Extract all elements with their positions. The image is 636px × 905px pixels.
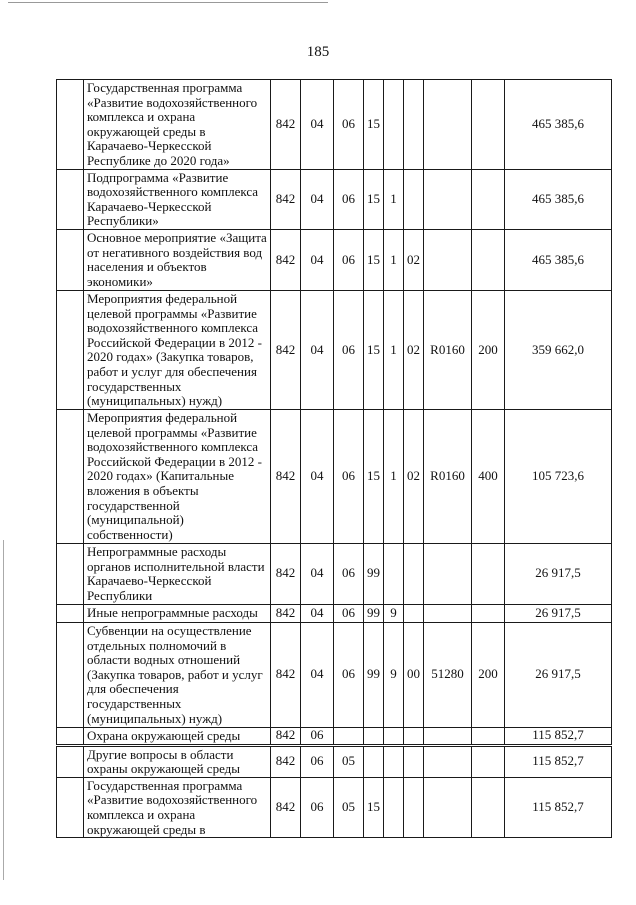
amount-value: 465 385,6 bbox=[505, 229, 612, 290]
amount-value: 115 852,7 bbox=[505, 745, 612, 777]
subprogram-code bbox=[384, 727, 404, 745]
subsection-code: 06 bbox=[334, 229, 364, 290]
item-name: Иные непрограммные расходы bbox=[84, 604, 271, 622]
expense-type-code: 400 bbox=[472, 409, 505, 543]
scan-edge-line bbox=[8, 2, 328, 3]
section-code: 04 bbox=[301, 409, 334, 543]
section-code: 06 bbox=[301, 727, 334, 745]
expense-type-code bbox=[472, 80, 505, 170]
direction-code bbox=[424, 777, 472, 837]
section-code: 06 bbox=[301, 745, 334, 777]
subprogram-code: 9 bbox=[384, 622, 404, 727]
program-code: 15 bbox=[364, 290, 384, 409]
subsection-code: 06 bbox=[334, 169, 364, 229]
subsection-code: 06 bbox=[334, 80, 364, 170]
direction-code bbox=[424, 543, 472, 604]
amount-value: 105 723,6 bbox=[505, 409, 612, 543]
activity-code: 02 bbox=[404, 229, 424, 290]
activity-code bbox=[404, 80, 424, 170]
subsection-code: 06 bbox=[334, 290, 364, 409]
activity-code: 02 bbox=[404, 290, 424, 409]
amount-value: 115 852,7 bbox=[505, 727, 612, 745]
ministry-code: 842 bbox=[271, 229, 301, 290]
subsection-code: 06 bbox=[334, 543, 364, 604]
direction-code bbox=[424, 727, 472, 745]
activity-code: 00 bbox=[404, 622, 424, 727]
item-name: Государственная программа «Развитие водохозяйственного комплекса и охрана окружающей среды в bbox=[84, 777, 271, 837]
ministry-code: 842 bbox=[271, 622, 301, 727]
direction-code: R0160 bbox=[424, 290, 472, 409]
expense-type-code: 200 bbox=[472, 290, 505, 409]
program-code: 99 bbox=[364, 604, 384, 622]
section-code: 04 bbox=[301, 169, 334, 229]
ministry-code: 842 bbox=[271, 290, 301, 409]
subsection-code: 06 bbox=[334, 604, 364, 622]
subsection-code: 05 bbox=[334, 777, 364, 837]
direction-code bbox=[424, 169, 472, 229]
expense-type-code bbox=[472, 727, 505, 745]
table-row bbox=[57, 777, 612, 837]
program-code: 99 bbox=[364, 622, 384, 727]
amount-value: 26 917,5 bbox=[505, 604, 612, 622]
table-row bbox=[57, 745, 612, 777]
program-code: 15 bbox=[364, 80, 384, 170]
expense-type-code: 200 bbox=[472, 622, 505, 727]
table-row bbox=[57, 622, 612, 727]
expense-type-code bbox=[472, 229, 505, 290]
program-code: 99 bbox=[364, 543, 384, 604]
subprogram-code: 9 bbox=[384, 604, 404, 622]
direction-code bbox=[424, 80, 472, 170]
direction-code: 51280 bbox=[424, 622, 472, 727]
ministry-code: 842 bbox=[271, 604, 301, 622]
expense-type-code bbox=[472, 543, 505, 604]
subprogram-code: 1 bbox=[384, 169, 404, 229]
section-code: 04 bbox=[301, 543, 334, 604]
subprogram-code: 1 bbox=[384, 290, 404, 409]
budget-table bbox=[56, 79, 612, 838]
ministry-code: 842 bbox=[271, 409, 301, 543]
ministry-code: 842 bbox=[271, 777, 301, 837]
item-name: Непрограммные расходы органов исполнительной власти Карачаево-Черкесской Республики bbox=[84, 543, 271, 604]
ministry-code: 842 bbox=[271, 80, 301, 170]
table-row bbox=[57, 169, 612, 229]
blank-cell bbox=[57, 727, 84, 745]
item-name: Субвенции на осуществление отдельных полномочий в области водных отношений (Закупка товаров, работ и услуг для обеспечения государственных (муниципальных) нужд) bbox=[84, 622, 271, 727]
table-row bbox=[57, 80, 612, 170]
subsection-code: 06 bbox=[334, 622, 364, 727]
blank-cell bbox=[57, 409, 84, 543]
ministry-code: 842 bbox=[271, 745, 301, 777]
section-code: 04 bbox=[301, 80, 334, 170]
activity-code bbox=[404, 604, 424, 622]
direction-code bbox=[424, 604, 472, 622]
section-code: 04 bbox=[301, 290, 334, 409]
section-code: 06 bbox=[301, 777, 334, 837]
ministry-code: 842 bbox=[271, 727, 301, 745]
blank-cell bbox=[57, 622, 84, 727]
subsection-code: 06 bbox=[334, 409, 364, 543]
subprogram-code: 1 bbox=[384, 409, 404, 543]
page-number: 185 bbox=[306, 44, 330, 60]
item-name: Охрана окружающей среды bbox=[84, 727, 271, 745]
item-name: Другие вопросы в области охраны окружающей среды bbox=[84, 745, 271, 777]
section-code: 04 bbox=[301, 622, 334, 727]
activity-code bbox=[404, 543, 424, 604]
expense-type-code bbox=[472, 745, 505, 777]
item-name: Мероприятия федеральной целевой программы «Развитие водохозяйственного комплекса Российской Федерации в 2012 - 2020 годах» (Закупка товаров, работ и услуг для обеспечения государственных (муниципальных) нужд) bbox=[84, 290, 271, 409]
subsection-code: 05 bbox=[334, 745, 364, 777]
subprogram-code bbox=[384, 80, 404, 170]
blank-cell bbox=[57, 290, 84, 409]
blank-cell bbox=[57, 169, 84, 229]
subprogram-code bbox=[384, 745, 404, 777]
ministry-code: 842 bbox=[271, 169, 301, 229]
table-row bbox=[57, 290, 612, 409]
item-name: Мероприятия федеральной целевой программы «Развитие водохозяйственного комплекса Российской Федерации в 2012 - 2020 годах» (Капитальные вложения в объекты государственной (муниципальной) собственности) bbox=[84, 409, 271, 543]
subprogram-code bbox=[384, 543, 404, 604]
table-row bbox=[57, 409, 612, 543]
blank-cell bbox=[57, 543, 84, 604]
blank-cell bbox=[57, 229, 84, 290]
activity-code bbox=[404, 777, 424, 837]
table-row bbox=[57, 229, 612, 290]
program-code bbox=[364, 727, 384, 745]
program-code: 15 bbox=[364, 229, 384, 290]
amount-value: 115 852,7 bbox=[505, 777, 612, 837]
program-code: 15 bbox=[364, 169, 384, 229]
section-code: 04 bbox=[301, 604, 334, 622]
expense-type-code bbox=[472, 169, 505, 229]
blank-cell bbox=[57, 745, 84, 777]
direction-code bbox=[424, 745, 472, 777]
scan-edge-line bbox=[3, 540, 4, 880]
blank-cell bbox=[57, 80, 84, 170]
direction-code bbox=[424, 229, 472, 290]
activity-code: 02 bbox=[404, 409, 424, 543]
subsection-code bbox=[334, 727, 364, 745]
program-code: 15 bbox=[364, 777, 384, 837]
activity-code bbox=[404, 169, 424, 229]
amount-value: 26 917,5 bbox=[505, 543, 612, 604]
amount-value: 465 385,6 bbox=[505, 169, 612, 229]
amount-value: 465 385,6 bbox=[505, 80, 612, 170]
blank-cell bbox=[57, 777, 84, 837]
expense-type-code bbox=[472, 777, 505, 837]
item-name: Основное мероприятие «Защита от негативного воздействия вод населения и объектов экономики» bbox=[84, 229, 271, 290]
expense-type-code bbox=[472, 604, 505, 622]
subprogram-code bbox=[384, 777, 404, 837]
table-row bbox=[57, 727, 612, 745]
item-name: Государственная программа «Развитие водохозяйственного комплекса и охрана окружающей среды в Карачаево-Черкесской Республике до 2020 года» bbox=[84, 80, 271, 170]
table-row bbox=[57, 543, 612, 604]
activity-code bbox=[404, 745, 424, 777]
amount-value: 26 917,5 bbox=[505, 622, 612, 727]
activity-code bbox=[404, 727, 424, 745]
subprogram-code: 1 bbox=[384, 229, 404, 290]
program-code: 15 bbox=[364, 409, 384, 543]
amount-value: 359 662,0 bbox=[505, 290, 612, 409]
direction-code: R0160 bbox=[424, 409, 472, 543]
table-row bbox=[57, 604, 612, 622]
blank-cell bbox=[57, 604, 84, 622]
program-code bbox=[364, 745, 384, 777]
item-name: Подпрограмма «Развитие водохозяйственного комплекса Карачаево-Черкесской Республики» bbox=[84, 169, 271, 229]
section-code: 04 bbox=[301, 229, 334, 290]
ministry-code: 842 bbox=[271, 543, 301, 604]
